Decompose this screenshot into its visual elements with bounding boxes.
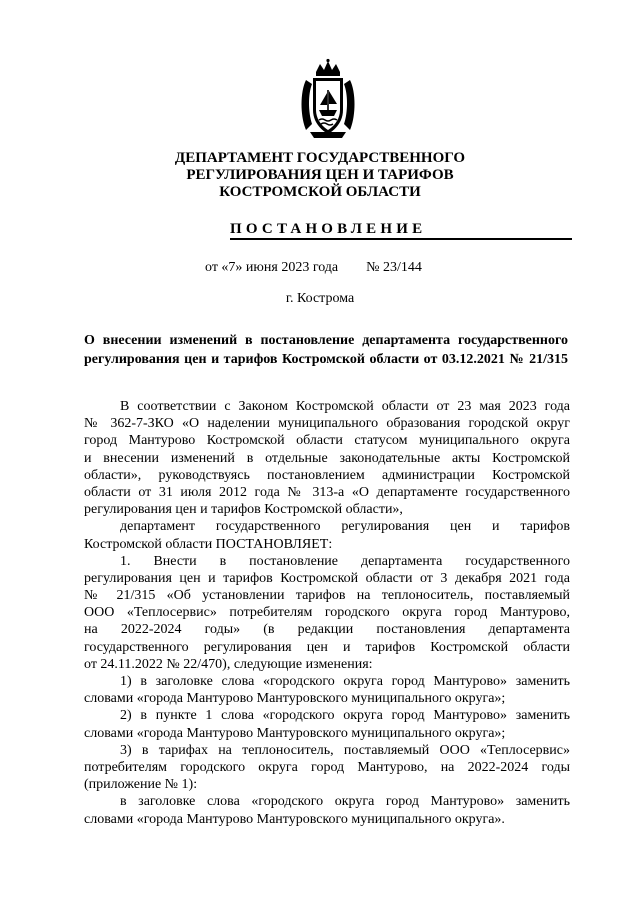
date-number-line <box>205 260 422 276</box>
body-line: 1) в заголовке слова «городского округа город Мантурово» заменить <box>120 674 570 689</box>
body-line: государственного регулирования цен и тарифов Костромской области <box>84 639 570 655</box>
subject-line: О внесении изменений в постановление департамента государственного <box>84 333 568 348</box>
kostroma-coat-of-arms-icon <box>296 58 360 142</box>
body-line: № 362-7-ЗКО «О наделении муниципального образования городской округ <box>84 416 570 432</box>
body-line: регулирования цен и тарифов Костромской области», <box>84 502 403 518</box>
resolution-date: от «7» июня 2023 года <box>205 260 339 275</box>
body-line: департамент государственного регулирования цен и тарифов <box>120 519 570 535</box>
body-line: Костромской области ПОСТАНОВЛЯЕТ: <box>84 536 333 552</box>
resolution-number: № 23/144 <box>366 260 422 275</box>
body-line: регулирования цен и тарифов Костромской области от 3 декабря 2021 года <box>84 570 570 586</box>
body-line: области», руководствуясь постановлением администрации Костромской <box>84 467 570 483</box>
body-line: 1. Внести в постановление департамента государственного <box>120 553 570 569</box>
body-line: в заголовке слова «городского округа город Мантурово» заменить <box>120 794 570 810</box>
title-underline <box>230 238 572 240</box>
department-name-line: РЕГУЛИРОВАНИЯ ЦЕН И ТАРИФОВ <box>186 167 454 183</box>
body-line: и внесении изменений в отдельные законодательные акты Костромской <box>84 450 570 466</box>
subject-line: регулирования цен и тарифов Костромской области от 03.12.2021 № 21/315 <box>84 352 568 367</box>
body-line: словами «города Мантурово Мантуровского муниципального округа»; <box>84 725 506 741</box>
body-line: области от 31 июля 2012 года № 313-а «О департаменте государственного <box>84 484 570 500</box>
body-line: город Мантурово Костромской области статусом муниципального округа <box>84 433 570 449</box>
department-name-line: ДЕПАРТАМЕНТ ГОСУДАРСТВЕННОГО <box>174 150 466 166</box>
body-line: В соответствии с Законом Костромской области от 23 мая 2023 года <box>120 399 570 414</box>
department-name <box>0 150 640 201</box>
document-body <box>84 398 570 828</box>
body-line: 2) в пункте 1 слова «городского округа город Мантурово» заменить <box>120 708 570 724</box>
body-line: ООО «Теплосервис» потребителям городского округа город Мантурово, <box>84 605 570 621</box>
resolution-subject <box>84 331 568 369</box>
body-line: потребителям городского округа город Мантурово, на 2022-2024 годы <box>84 759 570 775</box>
body-line: словами «города Мантурово Мантуровского муниципального округа». <box>84 811 505 827</box>
city-name: г. Кострома <box>285 291 355 306</box>
resolution-title: ПОСТАНОВЛЕНИЕ <box>230 221 427 237</box>
department-name-line: КОСТРОМСКОЙ ОБЛАСТИ <box>219 184 421 200</box>
body-line: от 24.11.2022 № 22/470), следующие изменения: <box>84 656 373 672</box>
body-line: на 2022-2024 годы» (в редакции постановления департамента <box>84 622 570 638</box>
body-line: 3) в тарифах на теплоноситель, поставляемый ООО «Теплосервис» <box>120 742 570 758</box>
body-line: (приложение № 1): <box>84 777 198 793</box>
body-line: № 21/315 «Об установлении тарифов на теплоноситель, поставляемый <box>84 588 570 604</box>
body-line: словами «города Мантурово Мантуровского муниципального округа»; <box>84 691 506 707</box>
